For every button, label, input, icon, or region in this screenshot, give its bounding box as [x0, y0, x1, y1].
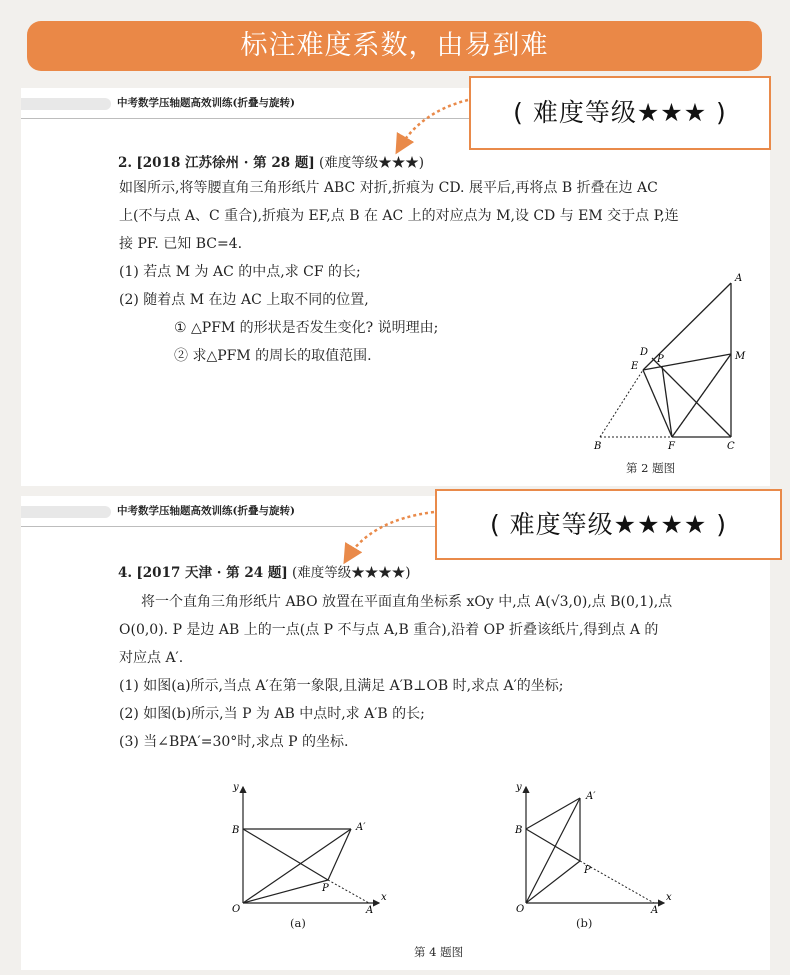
label-d: D	[640, 347, 649, 358]
label-o: O	[232, 904, 241, 915]
figure-4-caption: 第 4 题图	[414, 945, 464, 959]
label-c: C	[727, 441, 735, 452]
label-o: O	[516, 904, 525, 915]
part-3: (3) 当∠BPA′=30°时,求点 P 的坐标.	[119, 734, 349, 750]
question-number: 2.	[118, 155, 133, 171]
label-a-prime: A′	[356, 822, 366, 833]
label-e: E	[631, 361, 639, 372]
label-p: P	[657, 354, 664, 365]
stem-line: 将一个直角三角形纸片 ABO 放置在平面直角坐标系 xOy 中,点 A(√3,0),点 B(0,1),点	[141, 594, 673, 610]
label-p: P	[322, 883, 329, 894]
stem-line: 对应点 A′.	[119, 650, 184, 666]
label-a-prime: A′	[586, 791, 596, 802]
stem-line: 接 PF. 已知 BC=4.	[119, 236, 243, 252]
part-1: (1) 若点 M 为 AC 的中点,求 CF 的长;	[119, 264, 361, 280]
callout-arrow-1	[398, 100, 468, 150]
callout-text: ( 难度等级★★★★ )	[489, 510, 728, 539]
callout-text: ( 难度等级★★★ )	[513, 98, 727, 127]
part-2: (2) 随着点 M 在边 AC 上取不同的位置,	[119, 292, 369, 308]
subpart-1: ① △PFM 的形状是否发生变化? 说明理由;	[174, 320, 439, 336]
label-a: A	[735, 273, 743, 284]
axis-label-y: y	[233, 782, 239, 793]
question-number: 4.	[118, 565, 133, 581]
stem-line: O(0,0). P 是边 AB 上的一点(点 P 不与点 A,B 重合),沿着 OP 折叠该纸片,得到点 A 的	[119, 622, 659, 638]
figure-2-caption: 第 2 题图	[626, 461, 676, 475]
label-a: A	[366, 905, 374, 916]
difficulty-label: (难度等级★★★)	[319, 155, 425, 171]
running-head-text: 中考数学压轴题高效训练(折叠与旋转)	[117, 505, 295, 517]
question-source: [2018 江苏徐州 · 第 28 题]	[136, 155, 315, 171]
question-source: [2017 天津 · 第 24 题]	[136, 565, 288, 581]
label-b: B	[232, 825, 240, 836]
axis-label-x: x	[666, 892, 672, 903]
axis-label-x: x	[381, 892, 387, 903]
part-2: (2) 如图(b)所示,当 P 为 AB 中点时,求 A′B 的长;	[119, 706, 425, 722]
axis-label-y: y	[516, 782, 522, 793]
callout-arrow-2	[346, 512, 434, 560]
figure-4a-caption: (a)	[290, 916, 306, 930]
figure-4b-caption: (b)	[576, 916, 593, 930]
label-a: A	[651, 905, 659, 916]
label-p: P	[584, 865, 591, 876]
label-b: B	[594, 441, 602, 452]
banner-title: 标注难度系数，由易到难	[240, 30, 549, 61]
difficulty-label: (难度等级★★★★)	[292, 565, 411, 581]
part-1: (1) 如图(a)所示,当点 A′在第一象限,且满足 A′B⊥OB 时,求点 A′的坐标;	[119, 678, 564, 694]
label-m: M	[735, 351, 746, 362]
label-f: F	[668, 441, 675, 452]
label-b: B	[515, 825, 523, 836]
stem-line: 如图所示,将等腰直角三角形纸片 ABC 对折,折痕为 CD. 展平后,再将点 B 折叠在边 AC	[119, 180, 658, 196]
subpart-2: ② 求△PFM 的周长的取值范围.	[174, 348, 372, 364]
stem-line: 上(不与点 A、C 重合),折痕为 EF,点 B 在 AC 上的对应点为 M,设 CD 与 EM 交于点 P,连	[119, 208, 679, 224]
running-head-text: 中考数学压轴题高效训练(折叠与旋转)	[117, 97, 295, 109]
